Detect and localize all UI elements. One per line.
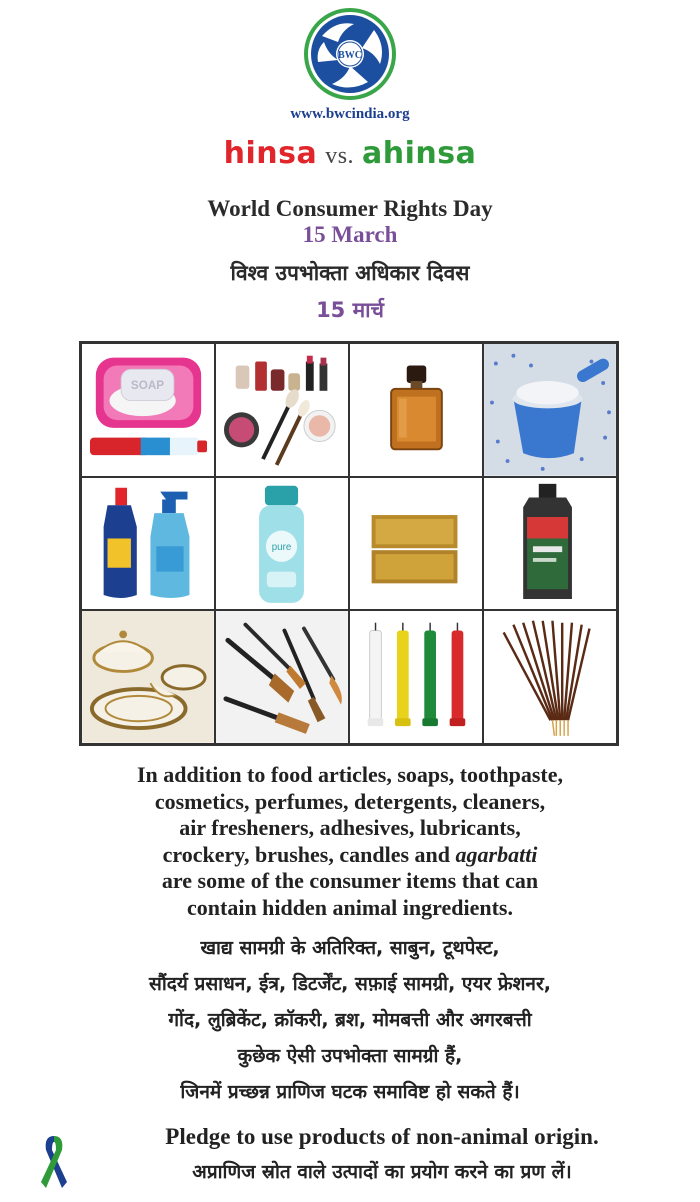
para-hi-line: जिनमें प्रच्छन्न प्राणिज घटक समाविष्ट हो सकते हैं। [180, 1081, 520, 1103]
bwc-logo [302, 6, 398, 102]
svg-text:pure: pure [271, 541, 292, 553]
para-en-line [20, 842, 680, 869]
grid-cell-crockery [81, 610, 215, 744]
title-hindi: विश्व उपभोक्ता अधिकार दिवस [230, 261, 470, 285]
pledge-hindi: अप्राणिज स्रोत वाले उत्पादों का प्रयोग करने का प्रण लें। [192, 1161, 572, 1183]
para-en-line-text: crockery, brushes, candles and [162, 841, 456, 867]
grid-cell-air-freshener [215, 477, 349, 611]
grid-cell-cleaners [81, 477, 215, 611]
agarbatti-word: agarbatti [455, 841, 538, 867]
description-hindi [10, 930, 690, 1110]
tagline [0, 136, 700, 171]
date-english: 15 March [302, 222, 398, 247]
cleaner-bottles-icon [82, 478, 214, 610]
adhesive-icon [350, 478, 482, 610]
logo-text: BWC [338, 50, 362, 61]
para-hi-line: खाद्य सामग्री के अतिरिक्त, साबुन, टूथपेस्ट, [200, 937, 500, 959]
crockery-icon [82, 611, 214, 743]
grid-cell-agarbatti [483, 610, 617, 744]
awareness-ribbon-icon [40, 1132, 68, 1190]
para-hi-line: गोंद, लुब्रिकेंट, क्रॉकरी, ब्रश, मोमबत्ती और अगरबत्ती [168, 1009, 532, 1031]
website-url[interactable]: www.bwcindia.org [290, 106, 410, 122]
para-en-line: In addition to food articles, soaps, toothpaste, [137, 762, 563, 787]
para-en-line: contain hidden animal ingredients. [187, 894, 513, 920]
grid-cell-perfume [349, 343, 483, 477]
tagline-hinsa: hinsa [223, 136, 318, 171]
detergent-icon [484, 344, 616, 476]
grid-cell-adhesive [349, 477, 483, 611]
lubricant-icon [484, 478, 616, 610]
brushes-icon [216, 611, 348, 743]
tagline-vs: vs. [325, 143, 355, 169]
air-freshener-icon [216, 478, 348, 610]
svg-text:SOAP: SOAP [130, 378, 165, 392]
para-hi-line: सौंदर्य प्रसाधन, ईत्र, डिटर्जेंट, सफ़ाई सामग्री, एयर फ्रेशनर, [149, 973, 551, 995]
agarbatti-icon [484, 611, 616, 743]
para-en-line: cosmetics, perfumes, detergents, cleaners, [154, 788, 546, 814]
grid-cell-cosmetics [215, 343, 349, 477]
product-grid [79, 341, 619, 746]
cosmetics-icon [216, 344, 348, 476]
title-english: World Consumer Rights Day [207, 196, 493, 221]
para-hi-line: कुछेक ऐसी उपभोक्ता सामग्री हैं, [237, 1045, 463, 1067]
candles-icon [350, 611, 482, 743]
grid-cell-brushes [215, 610, 349, 744]
grid-cell-detergent [483, 343, 617, 477]
pledge-english: Pledge to use products of non-animal origin. [165, 1124, 599, 1149]
perfume-icon [350, 344, 482, 476]
soap-toothpaste-icon [82, 344, 214, 476]
para-en-line: air fresheners, adhesives, lubricants, [179, 815, 521, 840]
description-english [20, 762, 680, 921]
para-en-line: are some of the consumer items that can [161, 868, 539, 893]
tagline-ahinsa: ahinsa [362, 136, 477, 171]
grid-cell-lubricant [483, 477, 617, 611]
grid-cell-soap [81, 343, 215, 477]
grid-cell-candles [349, 610, 483, 744]
date-hindi: 15 मार्च [316, 298, 384, 322]
